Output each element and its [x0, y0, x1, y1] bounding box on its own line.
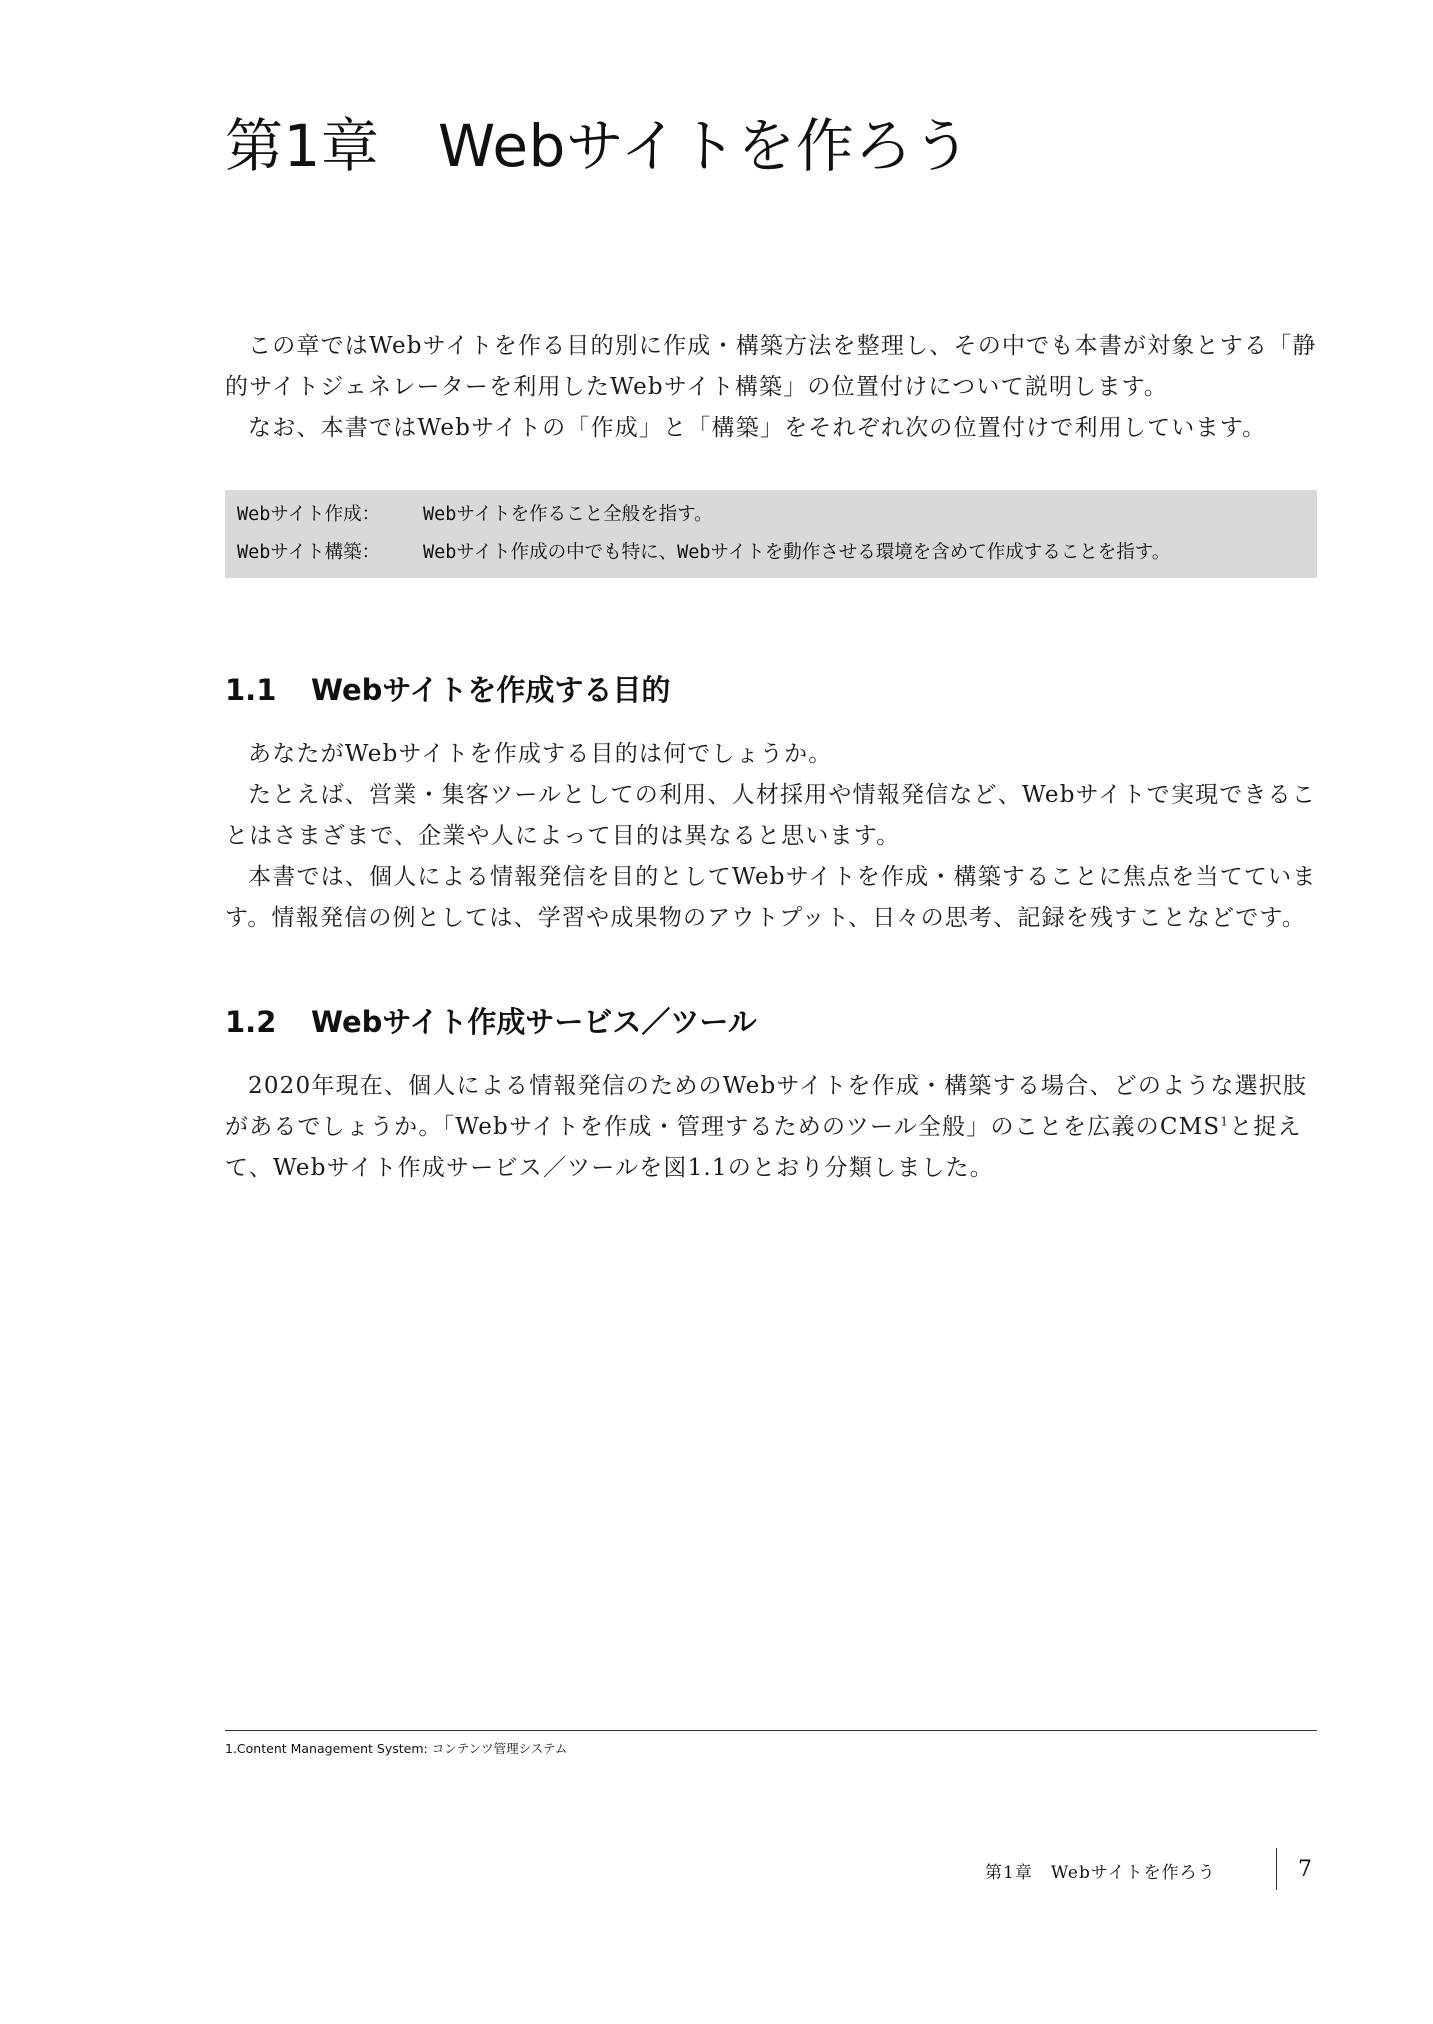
definition-term: Webサイト構築： [237, 542, 381, 563]
footnote-reference[interactable]: 1 [1220, 1114, 1230, 1129]
page-number: 7 [1298, 1857, 1312, 1882]
chapter-title: 第1章 Webサイトを作ろう [225, 112, 972, 180]
definition-term: Webサイト作成： [237, 504, 381, 525]
definition-box [225, 490, 1317, 578]
definition-row [237, 496, 1317, 534]
intro-paragraph: この章ではWebサイトを作る目的別に作成・構築方法を整理し、その中でも本書が対象とする「静的サイトジェネレーターを利用したWebサイト構築」の位置付けについて説明します。 [225, 333, 1317, 400]
definition-description: Webサイト作成の中でも特に、Webサイトを動作させる環境を含めて作成することを指す。 [423, 542, 1171, 563]
section-1-1-body [225, 734, 1317, 939]
footnote-divider [225, 1730, 1317, 1731]
section-number: 1.2 [225, 1005, 277, 1039]
section-number: 1.1 [225, 673, 277, 707]
running-footer-title: 第1章 Webサイトを作ろう [985, 1863, 1216, 1883]
definition-row [237, 534, 1317, 572]
definition-description: Webサイトを作ること全般を指す。 [423, 504, 713, 525]
body-paragraph [225, 1066, 1317, 1189]
paragraph-text: 2020年現在、個人による情報発信のためのWebサイトを作成・構築する場合、どのような選択肢があるでしょうか。「Webサイトを作成・管理するためのツール全般」のことを広義のCMS [225, 1073, 1308, 1140]
body-paragraph: あなたがWebサイトを作成する目的は何でしょうか。 [248, 741, 833, 767]
footer-divider [1276, 1848, 1277, 1890]
footnote: 1.Content Management System: コンテンツ管理システム [225, 1741, 568, 1756]
section-heading-1-2 [225, 1002, 757, 1042]
section-title: Webサイトを作成する目的 [311, 673, 671, 707]
paragraph-text: と捉えて、Webサイト作成サービス／ツールを図1.1のとおり分類しました。 [225, 1114, 1302, 1181]
body-paragraph: たとえば、営業・集客ツールとしての利用、人材採用や情報発信など、Webサイトで実現できることはさまざまで、企業や人によって目的は異なると思います。 [225, 782, 1317, 849]
section-title: Webサイト作成サービス／ツール [311, 1005, 757, 1039]
body-paragraph: 本書では、個人による情報発信を目的としてWebサイトを作成・構築することに焦点を当てています。情報発信の例としては、学習や成果物のアウトプット、日々の思考、記録を残すことなどです。 [225, 864, 1317, 931]
intro-paragraph: なお、本書ではWebサイトの「作成」と「構築」をそれぞれ次の位置付けで利用しています。 [248, 415, 1267, 441]
intro-text [225, 326, 1317, 449]
section-1-2-body [225, 1066, 1317, 1189]
section-heading-1-1 [225, 670, 670, 710]
